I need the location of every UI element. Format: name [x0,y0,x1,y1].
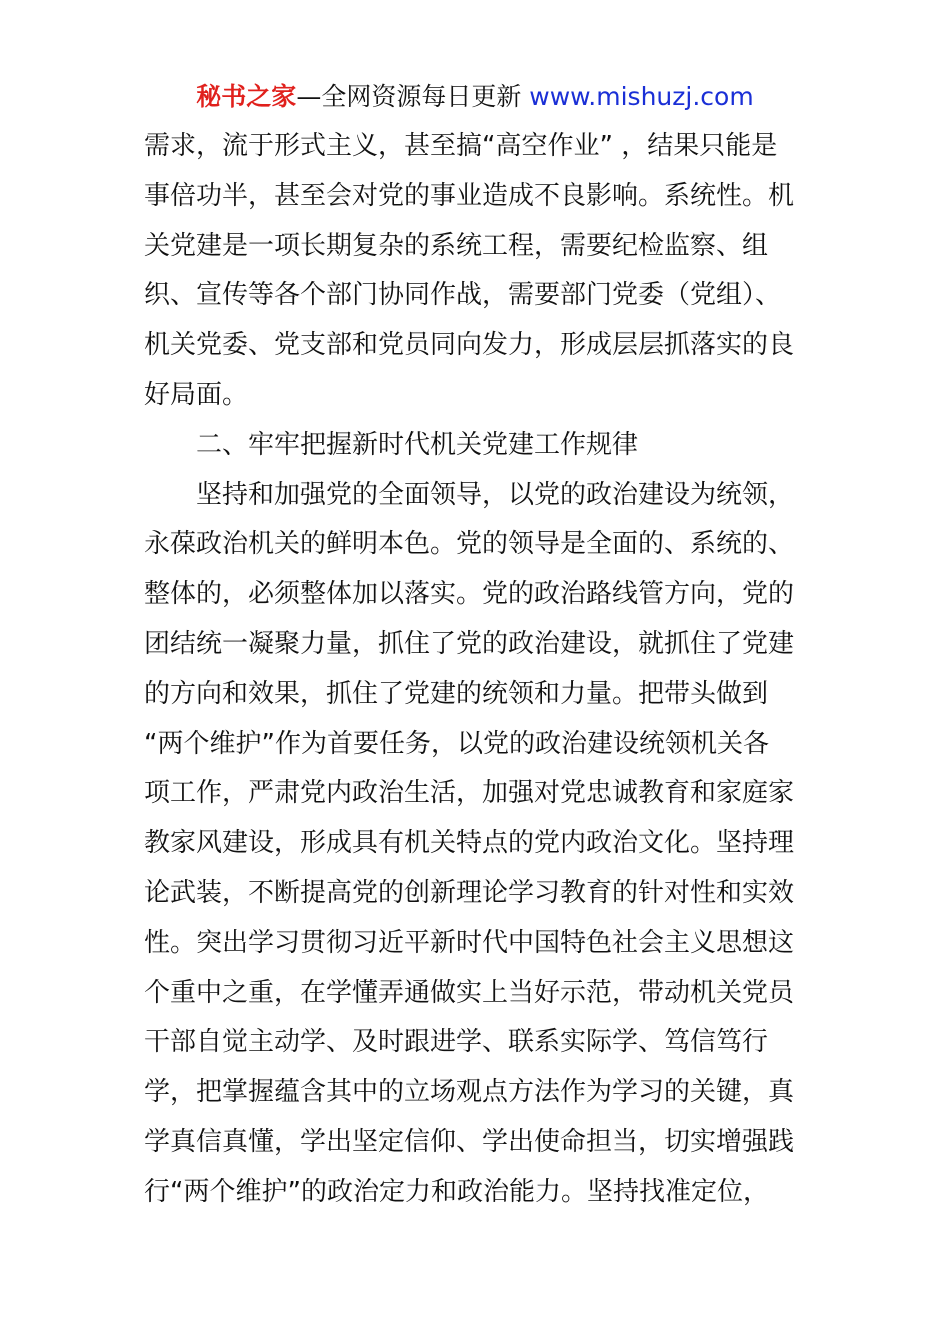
text-line: 学，把掌握蕴含其中的立场观点方法作为学习的关键，真 [144,1077,795,1108]
text-line: 整体的，必须整体加以落实。党的政治路线管方向，党的 [144,579,795,610]
text-line: 教家风建设，形成具有机关特点的党内政治文化。坚持理 [144,828,795,859]
site-url-link[interactable]: www.mishuzj.com [529,82,754,111]
text-line: “两个维护”作为首要任务，以党的政治建设统领机关各 [144,728,769,759]
site-header [0,80,950,114]
text-line: 需求，流于形式主义，甚至搞“高空作业” ，结果只能是 [144,131,778,161]
text-line: 织、宣传等各个部门协同作战，需要部门党委（党组）、 [144,280,782,311]
text-line: 二、牢牢把握新时代机关党建工作规律 [196,429,639,460]
text-line: 行“两个维护”的政治定力和政治能力。坚持找准定位， [144,1176,769,1207]
document-body [144,122,814,1218]
text-line: 个重中之重，在学懂弄通做实上当好示范，带动机关党员 [144,977,795,1008]
text-line: 事倍功半，甚至会对党的事业造成不良影响。系统性。机 [144,180,795,211]
text-line: 项工作，严肃党内政治生活，加强对党忠诚教育和家庭家 [144,778,795,809]
text-line: 关党建是一项长期复杂的系统工程，需要纪检监察、组 [144,230,769,261]
text-line: 机关党委、党支部和党员同向发力，形成层层抓落实的良 [144,330,795,361]
text-line: 坚持和加强党的全面领导，以党的政治建设为统领， [196,479,795,510]
site-brand: 秘书之家 [196,82,297,111]
text-line: 性。突出学习贯彻习近平新时代中国特色社会主义思想这 [144,927,795,958]
text-line: 论武装，不断提高党的创新理论学习教育的针对性和实效 [144,877,795,908]
site-tagline: —全网资源每日更新 [296,82,530,111]
text-line: 永葆政治机关的鲜明本色。党的领导是全面的、系统的、 [144,529,795,560]
text-line: 学真信真懂，学出坚定信仰、学出使命担当，切实增强践 [144,1126,795,1157]
text-line: 团结统一凝聚力量，抓住了党的政治建设，就抓住了党建 [144,628,795,659]
text-line: 好局面。 [144,379,249,410]
text-line: 的方向和效果，抓住了党建的统领和力量。把带头做到 [144,678,769,709]
text-line: 干部自觉主动学、及时跟进学、联系实际学、笃信笃行 [144,1027,769,1058]
